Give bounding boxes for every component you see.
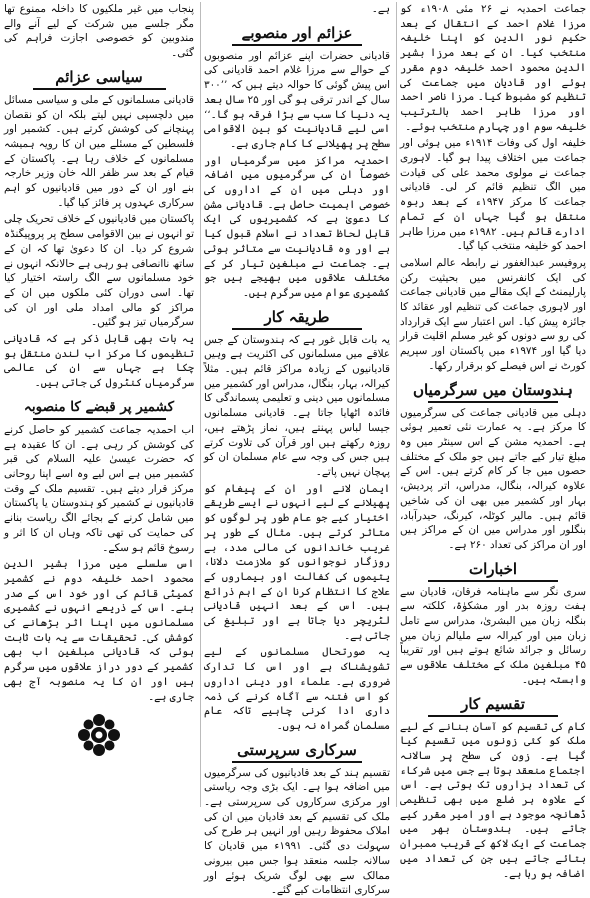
paragraph: اس سلسلے میں مرزا بشیر الدین محمود احمد خلیفہ دوم نے کشمیر کمیٹی قائم کی اور خود اس کے صدر بنے۔ اس کے ذریعے انہوں نے کشمیری مسلمانوں میں اپنا اثر بڑھانے کی کوشش کی۔ تحقیقات سے یہ بات ثابت ہوئی کہ قادیانی مبلغین اب بھی کشمیر کے دور دراز علاقوں میں سرگرم ہیں اور ان کا یہ منصوبہ آج بھی جاری ہے۔ — [4, 558, 194, 703]
section-heading — [4, 397, 194, 420]
heading-text: عزائم اور منصوبے — [241, 23, 353, 42]
column-center — [200, 2, 391, 897]
paragraph: ہے۔ — [371, 3, 390, 15]
heading-underline — [33, 418, 166, 420]
heading-text: کشمیر پر قبضے کا منصوبہ — [23, 398, 175, 415]
paragraph: یہ بات بھی قابل ذکر ہے کہ قادیانی تنظیموں کا مرکز اب لندن منتقل ہو چکا ہے جہاں سے ان کی عالمی سرگرمیاں کنٹرول کی جاتی ہیں۔ — [4, 333, 194, 390]
paragraph: یہ صورتحال مسلمانوں کے لیے تشویشناک ہے اور اس کا تدارک ضروری ہے۔ علماء اور دینی اداروں کو اس فتنہ سے آگاہ کرنے کی ذمہ داری ادا کرنی چاہیے تاکہ عام مسلمان گمراہ نہ ہوں۔ — [204, 646, 390, 732]
heading-underline — [428, 715, 558, 717]
column-right — [396, 2, 587, 880]
paragraph: تقسیم ہند کے بعد قادیانیوں کی سرگرمیوں میں اضافہ ہوا ہے۔ ایک بڑی وجہ ریاستی اور مرکزی سرکاروں کی سرپرستی ہے۔ ملک کی تقسیم کے بعد قادیان میں ان کی املاک محفوظ رہیں اور انہیں ہر طرح کی سہولت دی گئی۔ ۱۹۹۱ء میں قادیان کا سالانہ جلسہ منعقد ہوا جس میں بیرونی ممالک سے بھی لوگ شریک ہوئے اور سرکاری انتظامات کیے گئے۔ — [204, 766, 391, 897]
paragraph: جماعت احمدیہ نے ۲۶ مئی ۱۹۰۸ء کو مرزا غلام احمد کے انتقال کے بعد حکیم نور الدین کو اپنا خلیفہ منتخب کیا۔ ان کے بعد مرزا بشیر الدین محمود احمد خلیفہ دوم مقرر ہوئے اور قادیان میں جماعت کی تنظیم کو مضبوط کیا۔ مرزا ناصر احمد اور مرزا طاہر احمد بالترتیب خلیفہ سوم اور چہارم منتخب ہوئے۔ — [400, 3, 586, 133]
paragraph: قادیانی مسلمانوں کے ملی و سیاسی مسائل میں دلچسپی نہیں لیتے بلکہ ان کو نقصان پہنچانے کی کوشش کرتے ہیں۔ کشمیر اور فلسطین کے مسئلے میں ان کا رویہ ہمیشہ مسلمانوں کے خلاف رہا ہے۔ پاکستان کے قیام کے بعد سر ظفر اللہ خان وزیر خارجہ بنے اور ان کے دور میں قادیانیوں کو اہم سرکاری عہدوں پر فائز کیا گیا۔ — [4, 93, 194, 209]
heading-underline — [232, 328, 362, 330]
paragraph: کام کی تقسیم کو آسان بنانے کے لیے ملک کو کئی زونوں میں تقسیم کیا گیا ہے۔ زون کی سطح پر سالانہ اجتماع منعقد ہوتا ہے جس میں شرکاء کی تعداد ہزاروں تک ہوتی ہے۔ اس کے علاوہ ہر ضلع میں بھی تنظیمی ڈھانچہ موجود ہے اور امیر مقرر کیے جاتے ہیں۔ ہندوستان بھر میں جماعت کے ایک لاکھ کے قریب ممبران بتائے جاتے ہیں جن کی تعداد میں اضافہ ہو رہا ہے۔ — [400, 720, 586, 880]
section-heading — [204, 307, 390, 330]
paragraph: یہ بات قابل غور ہے کہ ہندوستان کے جس علاقے میں مسلمانوں کی اکثریت ہے وہیں قادیانیوں کے زیادہ مراکز قائم ہیں۔ مثلاً کیرالہ، بہار، بنگال، مدراس اور کشمیر میں مسلمانوں میں دینی و تعلیمی پسماندگی کا فائدہ اٹھایا جاتا ہے۔ قادیانی مسلمانوں جیسا لباس پہنتے ہیں، نماز پڑھتے ہیں، روزہ رکھتے ہیں اور قرآن کی تلاوت کرتے ہیں جس کی وجہ سے عام مسلمان ان کو پہچان نہیں پاتے۔ — [204, 333, 390, 478]
heading-underline — [232, 761, 362, 763]
column-left — [4, 2, 194, 807]
heading-text: سرکاری سرپرستی — [237, 740, 357, 759]
flower-ornament-icon — [4, 712, 194, 758]
section-heading — [4, 67, 194, 90]
paragraph: احمدیہ مراکز میں سرگرمیاں اور خصوصاً ان کی سرگرمیوں میں اضافہ اور دہلی میں ان کے اداروں کی خصوصی اہمیت حاصل ہے۔ قادیانی مشن کا دعویٰ ہے کہ کشمیریوں کی ایک قابل لحاظ تعداد نے اسلام قبول کیا ہے اور وہ قادیانیت سے متاثر ہوئی ہے۔ جماعت نے مبلغین تیار کر کے مختلف علاقوں میں بھیجے ہیں جو کشمیری عوام میں سرگرم ہیں۔ — [204, 154, 390, 299]
heading-text: اخبارات — [468, 559, 518, 578]
section-heading — [400, 380, 586, 403]
paragraph: خلیفہ اول کی وفات ۱۹۱۴ء میں ہوئی اور جماعت میں اختلاف پیدا ہو گیا۔ لاہوری جماعت نے مولوی محمد علی کی قیادت میں الگ تنظیم قائم کر لی۔ قادیانی جماعت کا مرکز ۱۹۴۷ء کے بعد ربوہ منتقل ہو گیا جہاں ان کے تمام ادارے قائم ہیں۔ ۱۹۸۲ء میں مرزا طاہر احمد کو خلیفہ منتخب کیا گیا۔ — [400, 137, 586, 253]
paragraph: پاکستان میں قادیانیوں کے خلاف تحریک چلی تو انہوں نے بین الاقوامی سطح پر پروپیگنڈہ شروع کر دیا۔ ان کا دعویٰ تھا کہ ان کے ساتھ ناانصافی ہو رہی ہے حالانکہ انہوں نے خود مسلمانوں سے الگ راستہ اختیار کیا تھا۔ اسی دوران کئی ملکوں میں ان کے مراکز کو مالی امداد ملی اور ان کی سرگرمیاں تیز ہو گئیں۔ — [4, 213, 194, 329]
heading-underline — [33, 88, 166, 90]
section-heading — [400, 694, 586, 717]
paragraph: قادیانی حضرات اپنے عزائم اور منصوبوں کے حوالے سے مرزا غلام احمد قادیانی کی اس پیش گوئی کا حوالہ دیتے ہیں کہ ’’۳۰۰ سال کے اندر ترقی ہو گی اور ۲۵ سال بعد یہ دنیا کا سب سے بڑا فرقہ ہو گا۔‘‘ اسی لیے قادیانیت کو بین الاقوامی سطح پر پھیلانے کا کام جاری ہے۔ — [204, 49, 390, 150]
heading-underline — [428, 580, 558, 582]
section-heading — [400, 559, 586, 582]
heading-text: طریقہ کار — [264, 307, 330, 326]
heading-text: سیاسی عزائم — [55, 67, 143, 86]
paragraph: دہلی میں قادیانی جماعت کی سرگرمیوں کا مرکز ہے۔ یہ عمارت نئی تعمیر ہوئی ہے۔ احمدیہ مشن کے اس سینٹر میں وہ مبلغ تیار کیے جاتے ہیں جو ملک کے مختلف حصوں میں جا کر کام کرتے ہیں۔ اس کے علاوہ کیرالہ، بنگال، مدراس، اتر پردیش، بہار اور کشمیر میں بھی ان کی شاخیں قائم ہیں۔ مالیر کوٹلہ، کیرنگ، حیدرآباد، بنگلور اور مدراس میں ان کے مراکز ہیں اور ان مراکز کی تعداد ۲۶۰ ہے۔ — [400, 406, 586, 551]
flower-ornament-svg — [76, 712, 122, 758]
paragraph: اب احمدیہ جماعت کشمیر کو حاصل کرنے کی کوشش کر رہی ہے۔ ان کا عقیدہ ہے کہ حضرت عیسیٰ علیہ السلام کی قبر کشمیر میں ہے اس لیے وہ اسے اپنا روحانی مرکز قرار دیتے ہیں۔ تقسیم ملک کے وقت قادیانیوں نے کشمیر کو ہندوستان یا پاکستان میں شامل کرنے کے بجائے الگ ریاست بنانے کی حمایت کی تھی تاکہ وہاں ان کا اثر و رسوخ قائم ہو سکے۔ — [4, 423, 194, 554]
paragraph: ایمان لانے اور ان کے پیغام کو پھیلانے کے لیے انہوں نے ایسے طریقے اختیار کیے جو عام طور پر لوگوں کو متاثر کرتے ہیں۔ مثال کے طور پر غریب خاندانوں کی مالی مدد، بے روزگار نوجوانوں کو ملازمت دلانا، یتیموں کی کفالت اور بیماروں کے علاج کا انتظام کرنا ان کے اہم ذرائع ہیں۔ اس کے بعد انہیں قادیانی لٹریچر دیا جاتا ہے اور تبلیغ کی جاتی ہے۔ — [204, 482, 390, 642]
heading-underline — [428, 401, 558, 403]
heading-underline — [232, 44, 362, 46]
heading-text: تقسیم کار — [461, 694, 525, 713]
heading-text: ہندوستان میں سرگرمیاں — [413, 380, 573, 399]
paragraph: پنجاب میں غیر ملکیوں کا داخلہ ممنوع تھا مگر جلسے میں شرکت کے لیے آنے والے مندوبین کو خصوصی اجازت فراہم کی گئی۔ — [4, 3, 194, 60]
paragraph: سری نگر سے ماہنامہ فرقان، قادیان سے ہفت روزہ بدر اور مشکوٰۃ، کلکتہ سے بنگلہ زبان میں البشریٰ، مدراس سے تامل زبان میں اور کیرالہ سے ملیالم زبان میں رسائل و جرائد شائع ہوتے ہیں اور تقریباً ۴۵ مبلغین ملک کے مختلف علاقوں سے وابستہ ہیں۔ — [400, 585, 586, 686]
section-heading — [204, 740, 390, 763]
paragraph: پروفیسر عبدالغفور نے رابطہ عالم اسلامی کی ایک کانفرنس میں بحیثیت رکن پارلیمنٹ کے ایک مقالے میں قادیانی جماعت اور لاہوری جماعت کی تنظیم اور عقائد کا جائزہ پیش کیا۔ اس اعتبار سے ایک قرارداد کی رو سے دونوں کو غیر مسلم اقلیت قرار دیا گیا اور ۱۹۷۴ء میں پاکستان اور سپریم کورٹ نے اس فیصلے کو برقرار رکھا۔ — [400, 256, 587, 372]
section-heading — [204, 23, 390, 46]
